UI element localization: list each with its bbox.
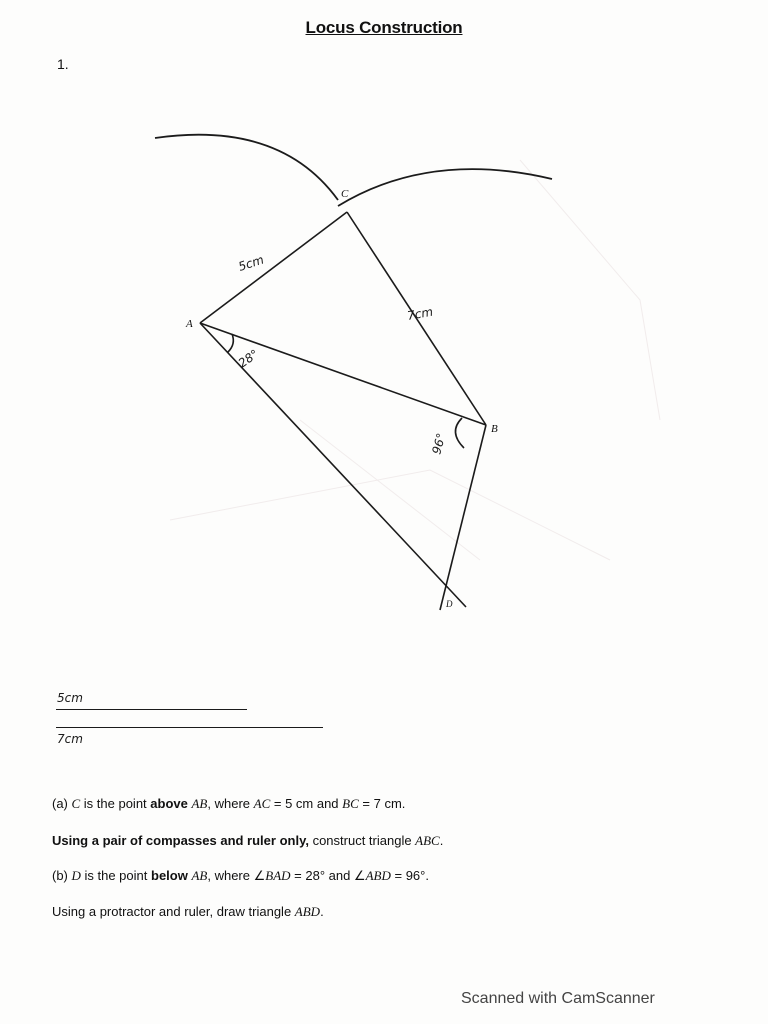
- angle-arc-bad: [228, 334, 233, 352]
- segment-ab: [200, 323, 486, 425]
- angle-arc-abd: [455, 418, 464, 448]
- task-b-instruction: Using a protractor and ruler, draw triangle ABD.: [52, 904, 324, 919]
- point-label-c: C: [341, 188, 349, 200]
- segment-ac: [200, 212, 347, 323]
- length-label-bc: 7cm: [406, 304, 435, 323]
- reference-line-5cm: [56, 709, 247, 710]
- point-label-b: B: [491, 423, 498, 435]
- compass-arc-from-a: [338, 169, 552, 206]
- reference-line-7cm: [56, 727, 323, 728]
- compass-arc-from-b: [155, 135, 338, 200]
- task-a-statement: (a) C is the point above AB, where AC = 5 cm and BC = 7 cm.: [52, 796, 406, 811]
- task-b-statement: (b) D is the point below AB, where ∠BAD = 28° and ∠ABD = 96°.: [52, 868, 429, 883]
- point-label-d: D: [446, 599, 453, 609]
- segment-bd: [440, 425, 486, 610]
- length-label-ac: 5cm: [236, 252, 266, 274]
- page-title: Locus Construction: [305, 18, 463, 37]
- reference-label-5cm: 5cm: [57, 691, 83, 705]
- question-number: 1.: [57, 56, 69, 72]
- angle-label-bad: 28°: [235, 346, 262, 371]
- point-label-a: A: [186, 318, 193, 330]
- reference-label-7cm: 7cm: [57, 732, 83, 746]
- camscanner-watermark: Scanned with CamScanner: [461, 990, 655, 1007]
- angle-label-abd: 96°: [429, 431, 449, 456]
- task-a-instruction: Using a pair of compasses and ruler only, construct triangle ABC.: [52, 833, 444, 848]
